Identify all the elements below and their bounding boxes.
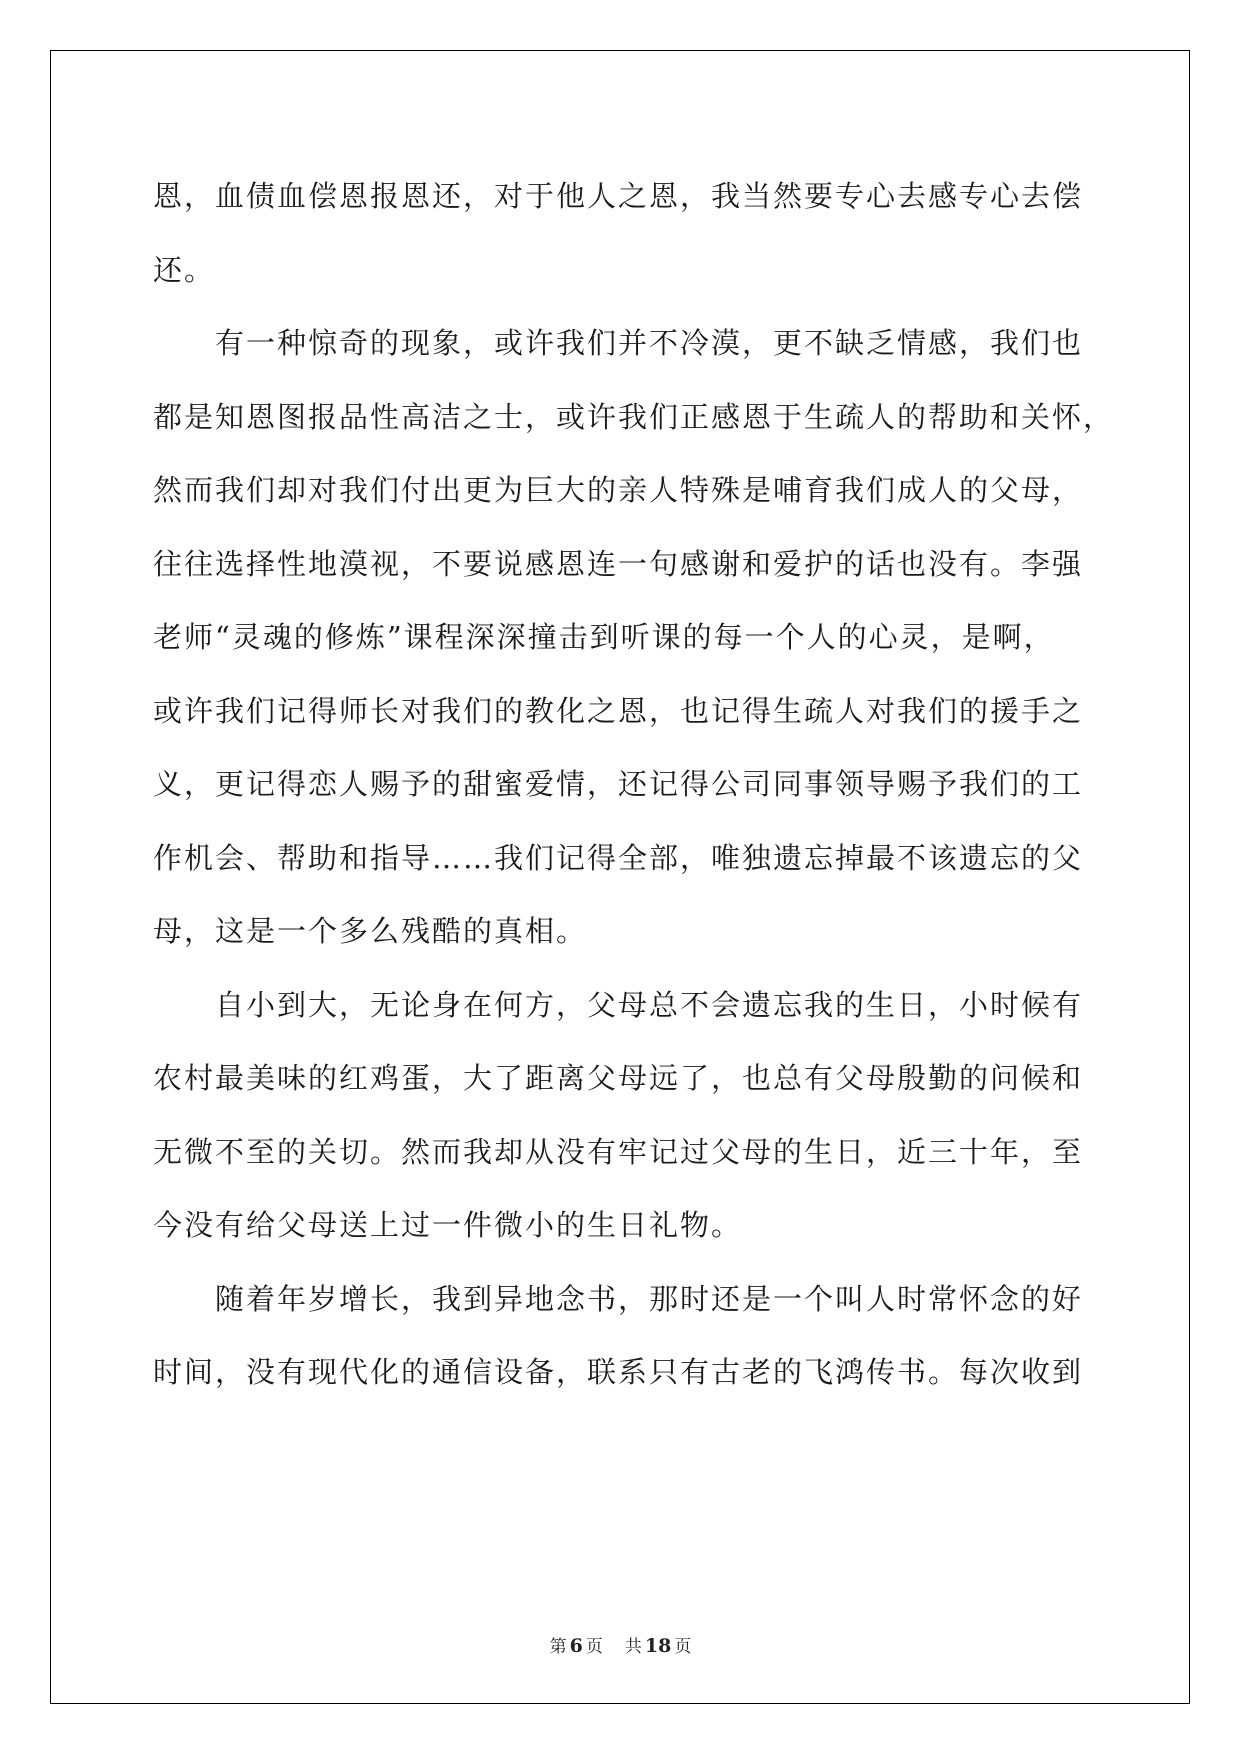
- text-line: 或许我们记得师长对我们的教化之恩，也记得生疏人对我们的援手之: [153, 693, 1084, 728]
- text-line: 今没有给父母送上过一件微小的生日礼物。: [153, 1208, 743, 1242]
- text-line: 老师“灵魂的修炼”课程深深撞击到听课的每一个人的心灵，是啊，: [153, 620, 1055, 654]
- total-pages: 18: [644, 1635, 672, 1657]
- page-prefix: 第: [549, 1637, 567, 1657]
- page-suffix: 页: [585, 1637, 603, 1657]
- text-line: 农村最美味的红鸡蛋，大了距离父母远了，也总有父母殷勤的问候和: [153, 1061, 1084, 1095]
- text-line: 作机会、帮助和指导……我们记得全部，唯独遗忘掉最不该遗忘的父: [153, 840, 1084, 875]
- text-line: 母，这是一个多么残酷的真相。: [153, 914, 588, 948]
- text-line: 都是知恩图报品性高洁之士，或许我们正感恩于生疏人的帮助和关怀，: [153, 399, 1115, 434]
- total-prefix: 共: [624, 1637, 642, 1657]
- text-line: 有一种惊奇的现象，或许我们并不冷漠，更不缺乏情感，我们也: [153, 326, 1084, 360]
- text-line: 还。: [153, 252, 216, 287]
- text-line: 义，更记得恋人赐予的甜蜜爱情，还记得公司同事领导赐予我们的工: [153, 767, 1084, 801]
- text-line: 自小到大，无论身在何方，父母总不会遗忘我的生日，小时候有: [153, 987, 1084, 1022]
- text-line: 往往选择性地漠视，不要说感恩连一句感谢和爱护的话也没有。李强: [153, 546, 1084, 581]
- text-line: 随着年岁增长，我到异地念书，那时还是一个叫人时常怀念的好: [153, 1281, 1084, 1316]
- total-suffix: 页: [674, 1637, 692, 1657]
- page-number: 6: [569, 1635, 583, 1657]
- text-line: 时间，没有现代化的通信设备，联系只有古老的飞鸿传书。每次收到: [153, 1355, 1084, 1389]
- text-line: 然而我们却对我们付出更为巨大的亲人特殊是哺育我们成人的父母，: [153, 473, 1084, 507]
- text-line: 无微不至的关切。然而我却从没有牢记过父母的生日，近三十年，至: [153, 1134, 1084, 1169]
- document-body: [153, 160, 1115, 1410]
- page-footer: [0, 1632, 1241, 1657]
- text-line: 恩，血债血偿恩报恩还，对于他人之恩，我当然要专心去感专心去偿: [153, 179, 1084, 213]
